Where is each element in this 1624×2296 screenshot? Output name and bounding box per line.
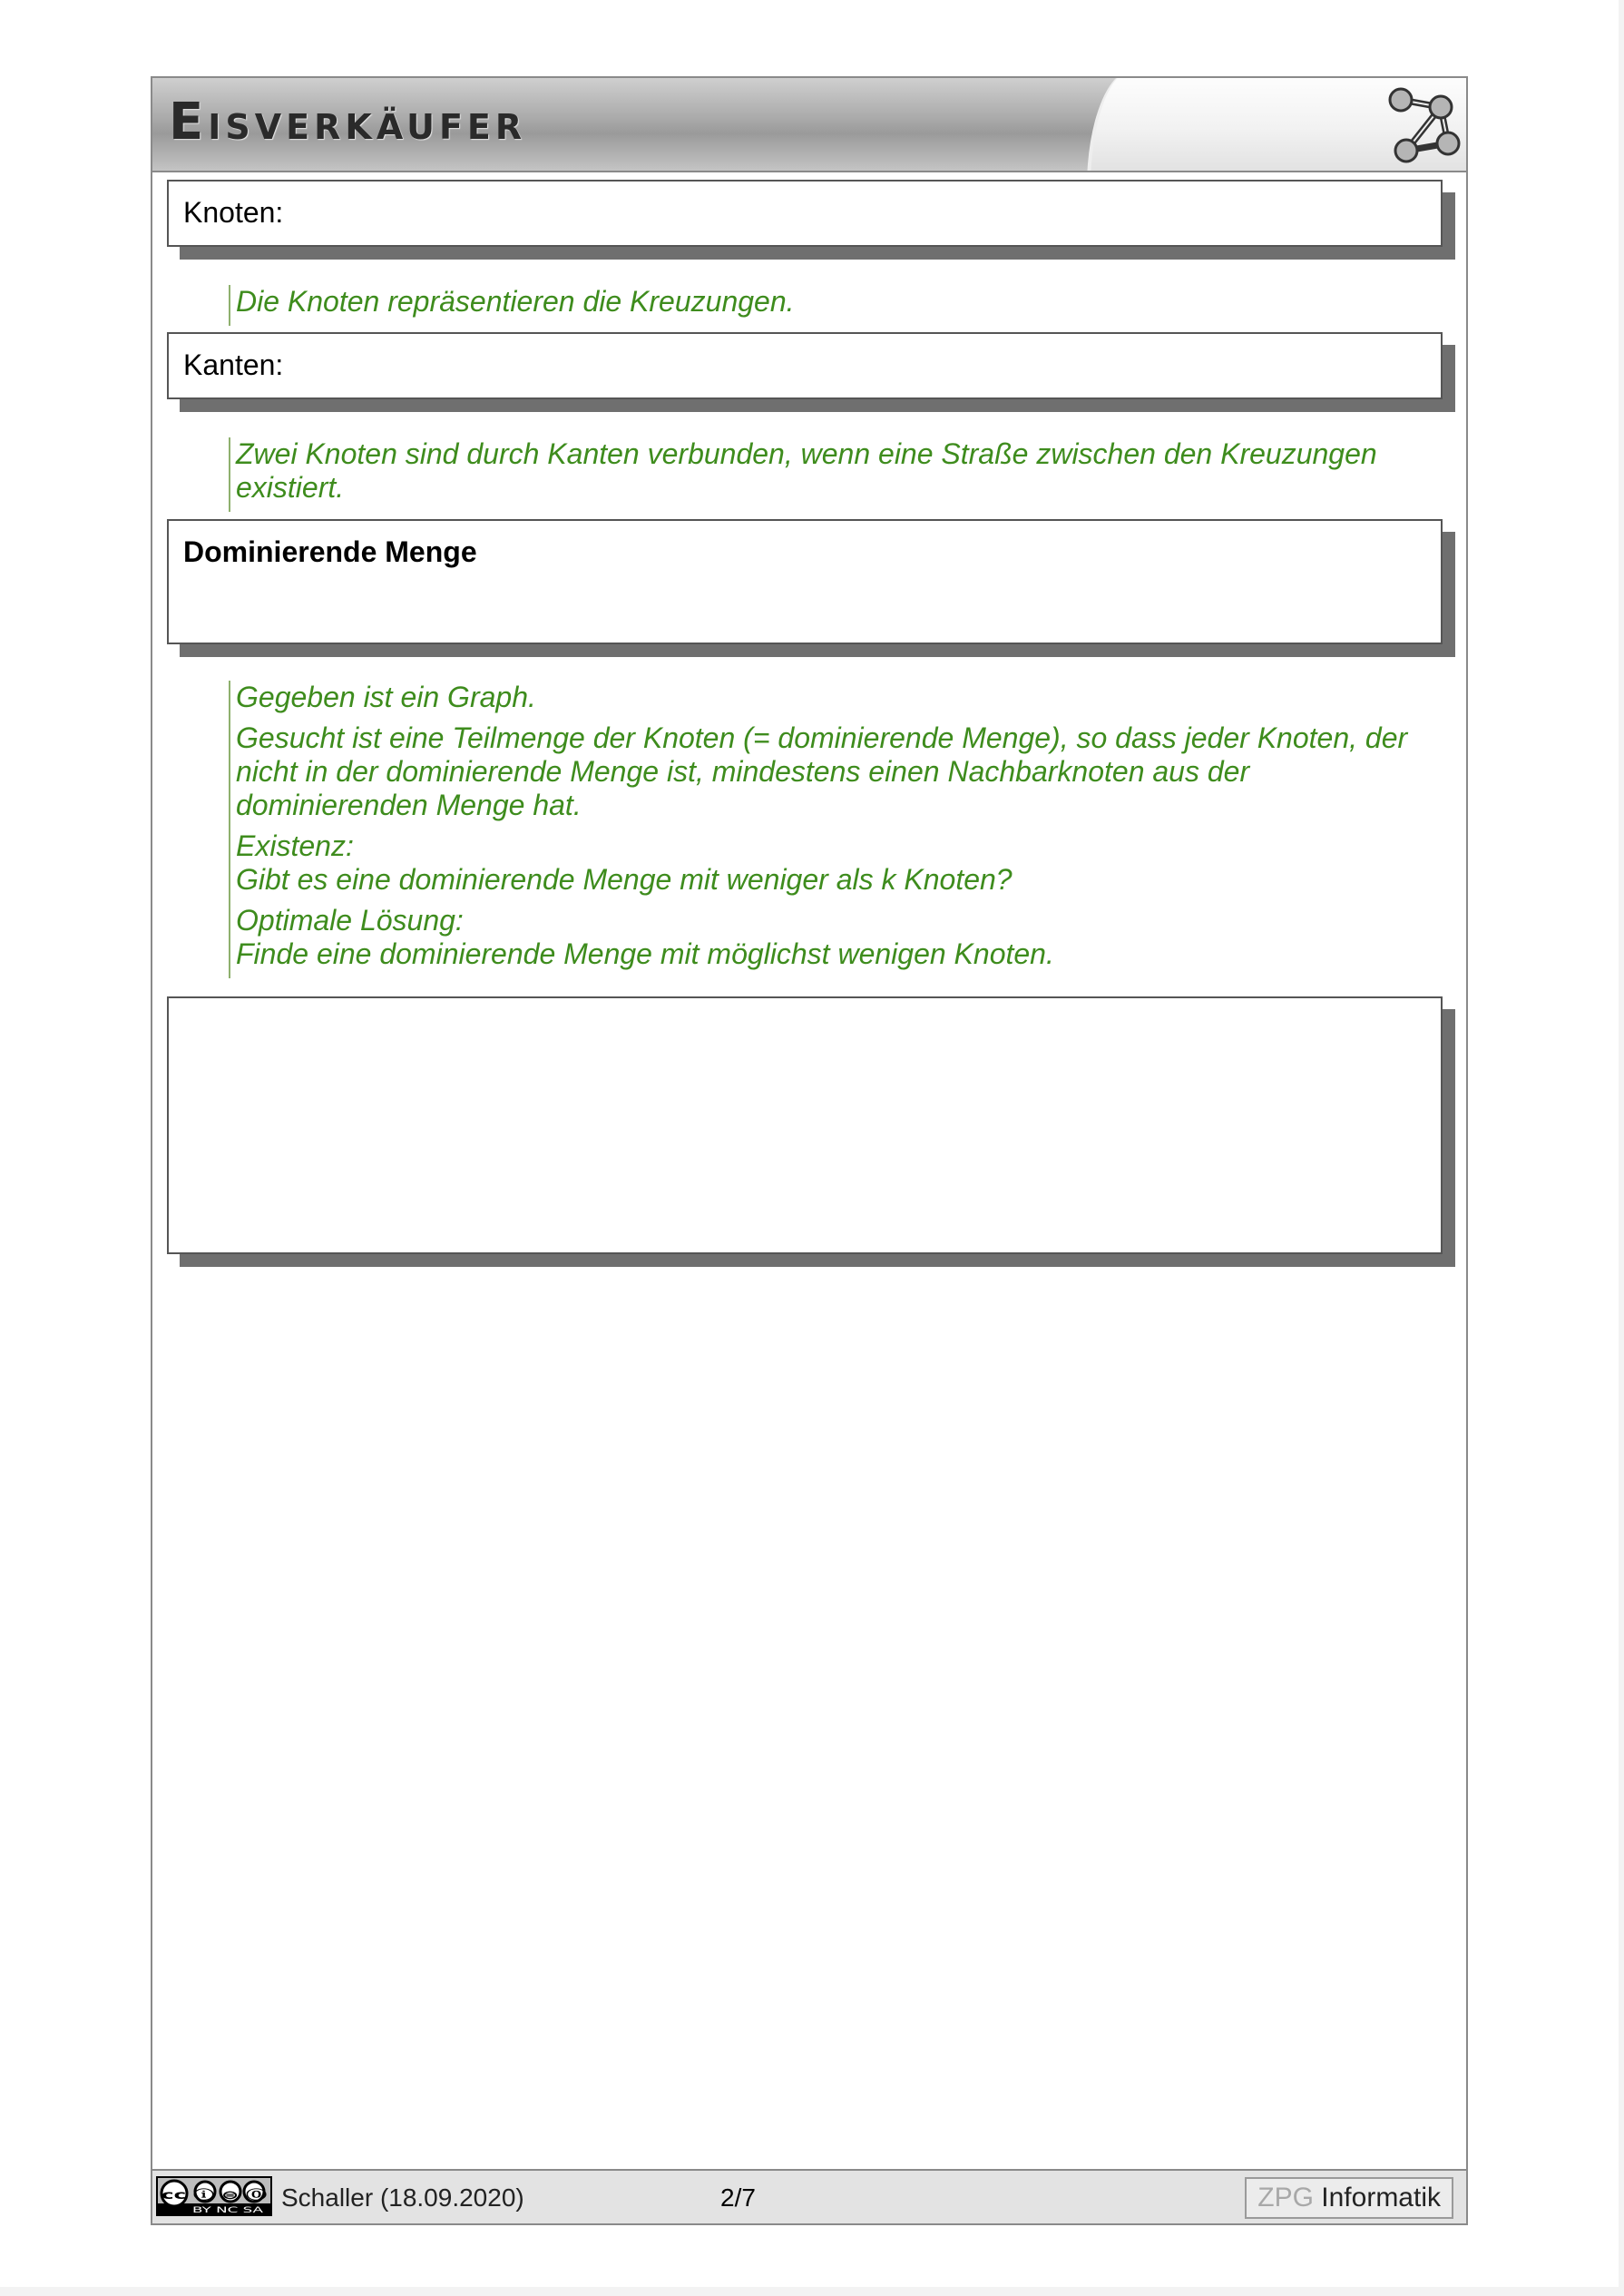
title-rest: ISVERKÄUFER [208, 107, 527, 147]
answer-existence-question: Gibt es eine dominierende Menge mit weniger als k Knoten? [236, 863, 1013, 896]
kanten-answer-text: Zwei Knoten sind durch Kanten verbunden, wenn eine Straße zwischen den Kreuzungen existiert. [236, 437, 1377, 504]
kanten-box [167, 332, 1443, 399]
answer-optimal-task: Finde eine dominierende Menge mit möglichst wenigen Knoten. [236, 937, 1054, 970]
answer-sought: Gesucht ist eine Teilmenge der Knoten (= dominierende Menge), so dass jeder Knoten, der nicht in der dominierende Menge ist, mindestens einen Nachbarknoten aus der dominierenden Menge hat. [236, 721, 1408, 821]
page-title [169, 93, 526, 152]
cc-license-icon [158, 2178, 270, 2214]
graph-logo-icon [1379, 82, 1466, 169]
cc-symbols: cc ⓘ ⊜ ⓪ [161, 2189, 221, 2203]
creative-commons-icon [156, 2176, 272, 2216]
answer-optimal-label: Optimale Lösung: [236, 904, 464, 937]
knoten-label: Knoten: [183, 196, 284, 229]
cc-terms: BY NC SA [192, 2206, 265, 2214]
dominating-set-title: Dominierende Menge [183, 535, 477, 568]
answer-existence [236, 829, 1433, 897]
knoten-box [167, 180, 1443, 247]
zpg-brand [1245, 2177, 1453, 2219]
footer-author: Schaller (18.09.2020) [281, 2183, 524, 2212]
knoten-answer-text: Die Knoten repräsentieren die Kreuzungen. [236, 285, 795, 318]
footer [152, 2169, 1466, 2223]
kanten-label: Kanten: [183, 348, 284, 381]
answer-given: Gegeben ist ein Graph. [236, 681, 536, 713]
title-initial: E [169, 93, 209, 152]
knoten-answer [229, 285, 1433, 326]
answer-optimal [236, 904, 1433, 971]
dominating-set-answer [229, 681, 1433, 978]
empty-answer-box [167, 996, 1443, 1254]
kanten-answer [229, 437, 1433, 512]
worksheet-frame [151, 76, 1468, 2225]
brand-prefix: ZPG [1257, 2183, 1314, 2213]
header-bar [152, 78, 1466, 172]
brand-suffix: Informatik [1313, 2183, 1441, 2213]
page-number: 2/7 [720, 2183, 756, 2212]
answer-existence-label: Existenz: [236, 829, 354, 862]
dominating-set-box [167, 519, 1443, 644]
